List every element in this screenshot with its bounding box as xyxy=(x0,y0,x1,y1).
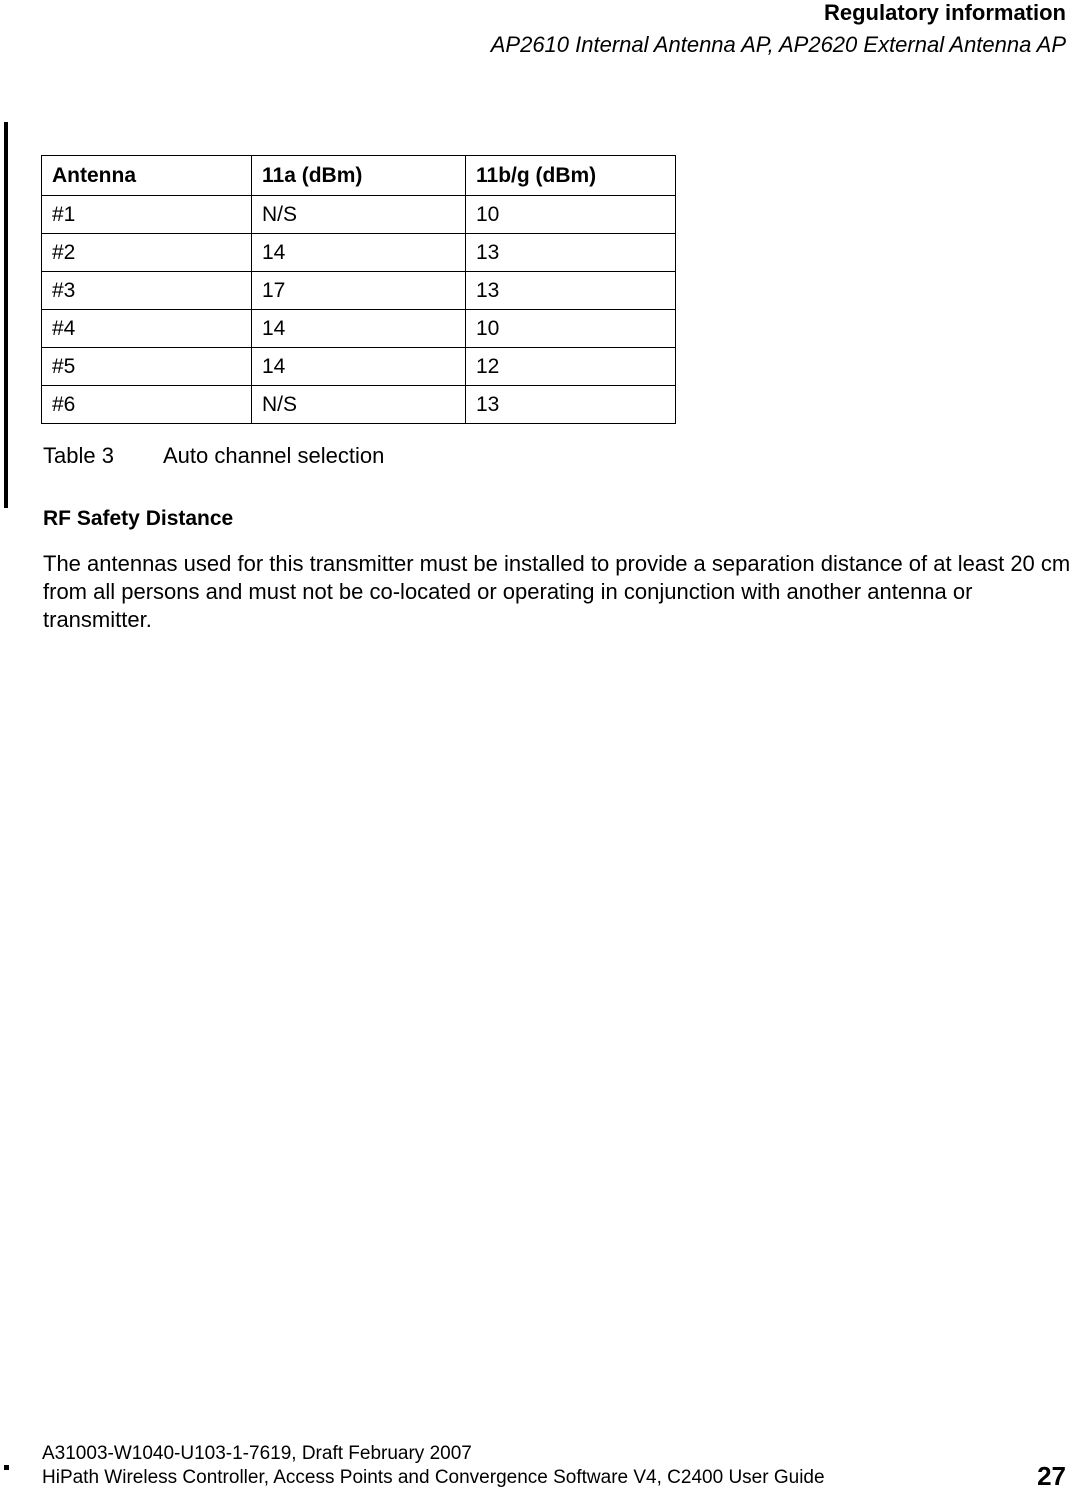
table-cell: 17 xyxy=(252,272,466,310)
table-row xyxy=(42,348,676,386)
footer-guide-title: HiPath Wireless Controller, Access Points and Convergence Software V4, C2400 User Guide xyxy=(42,1467,825,1488)
column-header-11a: 11a (dBm) xyxy=(252,156,466,196)
table-row xyxy=(42,196,676,234)
table-row xyxy=(42,272,676,310)
table-cell: N/S xyxy=(252,386,466,424)
section-heading: RF Safety Distance xyxy=(43,507,234,530)
table-cell: 14 xyxy=(252,348,466,386)
page-number: 27 xyxy=(1037,1461,1066,1491)
table-cell: #5 xyxy=(42,348,252,386)
header-subtitle: AP2610 Internal Antenna AP, AP2620 External Antenna AP xyxy=(490,32,1066,57)
table-cell: 13 xyxy=(466,386,676,424)
antenna-power-table xyxy=(41,155,676,424)
table-header-row xyxy=(42,156,676,196)
table-cell: 14 xyxy=(252,310,466,348)
table-cell: 10 xyxy=(466,310,676,348)
footer-doc-id: A31003-W1040-U103-1-7619, Draft February 2007 xyxy=(42,1443,472,1464)
column-header-11bg: 11b/g (dBm) xyxy=(466,156,676,196)
table-cell: 12 xyxy=(466,348,676,386)
table-cell: N/S xyxy=(252,196,466,234)
header-title: Regulatory information xyxy=(823,0,1066,25)
table-caption xyxy=(43,443,384,469)
change-bar xyxy=(4,122,8,508)
table-cell: 13 xyxy=(466,234,676,272)
table-cell: 10 xyxy=(466,196,676,234)
table-cell: #6 xyxy=(42,386,252,424)
table-row xyxy=(42,234,676,272)
table-row xyxy=(42,386,676,424)
table-row xyxy=(42,310,676,348)
body-paragraph: The antennas used for this transmitter must be installed to provide a separation distance of at least 20 cm from all persons and must not be co-located or operating in conjunction with another antenna or transmitter. xyxy=(43,551,1071,632)
table-cell: #4 xyxy=(42,310,252,348)
table-caption-label: Table 3 xyxy=(43,443,114,468)
table-cell: 13 xyxy=(466,272,676,310)
table-cell: 14 xyxy=(252,234,466,272)
table-cell: #3 xyxy=(42,272,252,310)
table-cell: #2 xyxy=(42,234,252,272)
footer-mark xyxy=(4,1465,9,1470)
table-caption-text: Auto channel selection xyxy=(163,443,385,468)
table-cell: #1 xyxy=(42,196,252,234)
column-header-antenna: Antenna xyxy=(42,156,252,196)
